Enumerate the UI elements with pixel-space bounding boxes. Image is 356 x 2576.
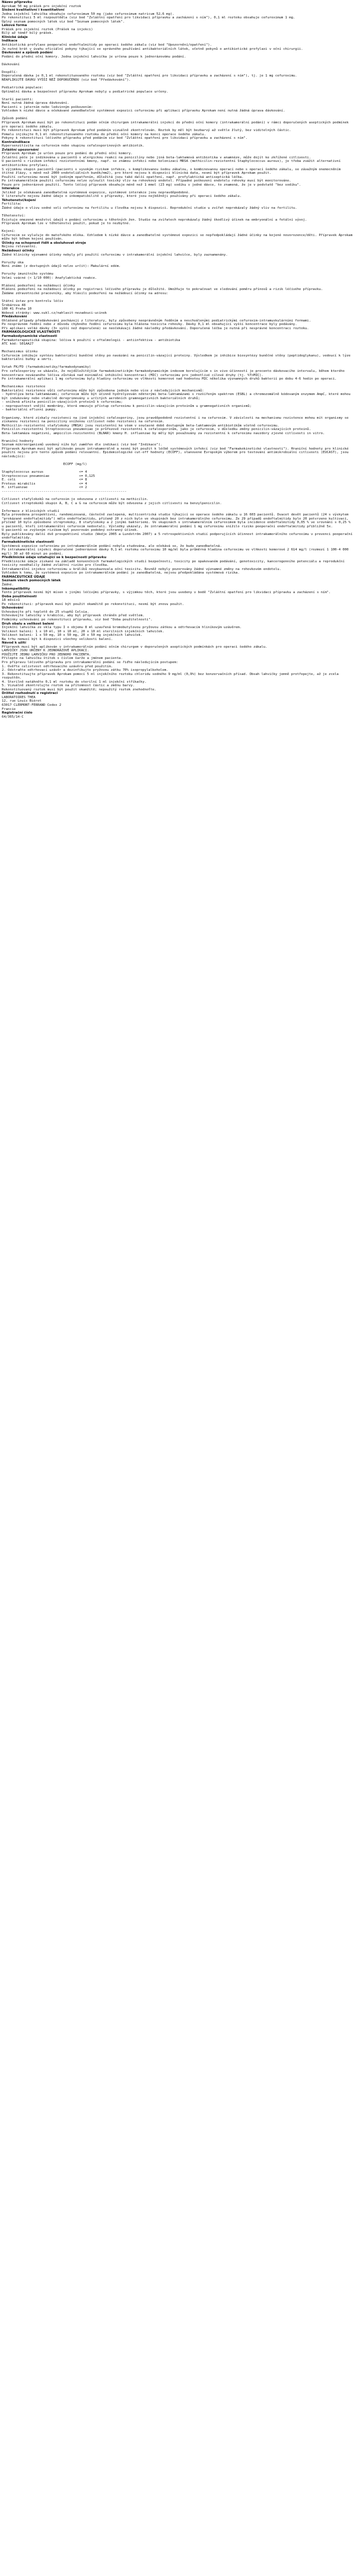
text-line: V literatuře nejsou žádné údaje o inkompatibilitě s přípravky, které jsou nejběžněji používány při operaci šedého zákalu. — [2, 195, 242, 199]
text-line: Hlášení podezření na nežádoucí účinky — [2, 284, 75, 288]
text-line: Systémová expozice cefuroximu po intrakamerálním podání nebyla studována, ale očekává se, že bude zanedbatelná. — [2, 544, 222, 548]
document-section — [2, 241, 354, 249]
text-line: Přípravek Aprokam je určen pouze pro podání do přední oční komory. — [2, 152, 133, 156]
text-line: Mechanismus účinku — [2, 350, 38, 354]
text-line: Těhotenství: — [2, 214, 26, 218]
section-heading: Inkompatibility — [2, 587, 30, 591]
text-line: Cefuroxim se vylučuje do mateřského mléka. Vzhledem k nízké dávce a zanedbatelné systémové expozici se nepředpokládají žádné účinky na kojené novorozence/děti. Přípravek Aprokam může být během kojení používán. — [2, 233, 355, 241]
section-heading: Zvláštní upozornění — [2, 148, 39, 152]
section-heading: FARMACEUTICKÉ ÚDAJE — [2, 575, 46, 579]
text-line: Po rekonstituci musí být přípravek Aprokam před podáním vizuálně zkontrolován. Roztok by měl být bezbarvý až světle žlutý, bez viditelných částic. — [2, 129, 291, 133]
document-section — [2, 8, 354, 24]
text-line: Ohlášené případy předávkování pocházejí z literatury, byly způsobeny neoprávněným ředěním a neschválenými pediatrickými cefuroxim-intramuskulárními formami. — [2, 319, 311, 323]
text-line: Dospělí: — [2, 70, 18, 74]
document-section — [2, 595, 354, 607]
section-heading: Držitel rozhodnutí o registraci — [2, 692, 58, 696]
section-heading: Doba použitelnosti — [2, 594, 37, 598]
text-line: Není nutná žádná úprava dávkování. — [2, 101, 69, 106]
text-line: Optimální dávka a bezpečnost přípravku Aprokam nebyly u pediatrické populace určeny. — [2, 90, 169, 94]
text-line: Informace z klinických studií — [2, 509, 59, 513]
document-section — [2, 579, 354, 587]
text-line: Vzhledem k tomu, že systémová expozice po intrakamerálním podání je zanedbatelná, nejsou předpokládána systémová rizika. — [2, 571, 240, 575]
text-line: Po intrakamerální injekci doporučené jednorázové dávky 0,1 ml roztoku cefuroximu 10 mg/ml byla průměrná hladina cefuroximu ve vlhkosti komorové 2 614 mg/l (rozmezí 1 100-4 000 mg/l) 30 až 60 minut po podání. — [2, 548, 351, 556]
text-line: 1. Ověřte celistvost odtrhovacího uzávěru před použitím. — [2, 664, 113, 668]
text-line: --------------------------------------------------------------- — [2, 489, 127, 493]
text-line: Přípravek Aprokam musí být aplikován pouze intrakamerálně a nesmí být použit k léčbě systémových infekcí (viz bod "Farmakokinetické vlastnosti"). Hraniční hodnoty pro klinické použití nejsou pro tento způsob podání relevantní. Epidemiologické cut-off hodnoty (ECOFF), stanovené Evropským výborem pro testování antimikrobiální citlivosti (EUCAST), jsou následující: — [2, 447, 351, 458]
text-line: 12, rue Louis Biérot — [2, 699, 42, 703]
document-section — [2, 622, 354, 642]
text-line: U pacientů se zvýšeným rizikem byl pozorován podobný ochranný účinek. — [2, 528, 139, 533]
text-line: Poruchy oka — [2, 260, 24, 265]
text-line: Podání do přední oční komory. Jedna injekční lahvička je určena pouze k jednorázovému podání. — [2, 55, 186, 59]
text-line: Žádné údaje o vlivu sodné soli cefuroximu na fertilitu u člověka nejsou k dispozici. Reprodukční studie u zvířat neprokázaly žádný vliv na fertilitu. — [2, 206, 297, 210]
text-line: Hlášení podezření na nežádoucí účinky po registraci léčivého přípravku je důležité. Umožňuje to pokračovat ve sledování poměru přínosů a rizik léčivého přípravku. — [2, 288, 323, 292]
section-heading: Nežádoucí účinky — [2, 249, 34, 253]
text-line: Předklinické údaje získané na základě konvenčních farmakologických studií bezpečnosti, toxicity po opakovaném podávání, genotoxicity, kancerogenního potenciálu a reprodukční toxicity neodhalily žádné zvláštní riziko pro člověka. — [2, 559, 347, 568]
section-heading: Léková forma — [2, 24, 27, 28]
section-heading: Předávkování — [2, 315, 27, 319]
text-line: Doporučená dávka je 0,1 ml rekonstituovaného roztoku (viz bod "Zvláštní opatření pro likvidaci přípravku a zacházení s ním"), tj. je 1 mg cefuroximu. — [2, 74, 297, 78]
text-line: Penicilin-rezistentní Streptococcus pneumoniae je průřezově rezistentní k cefalosporinům, jako je cefuroxim, v důsledku změny penicilin-vázajících proteinů. — [2, 428, 311, 432]
text-line: Šrobárova 48 — [2, 303, 26, 307]
document-section — [2, 202, 354, 241]
text-line: Velikost balení: 1 x 10 ml, 10 x 10 ml, 20 x 10 ml sterilních injekčních lahviček. — [2, 629, 164, 633]
text-line: POUŽIJTE JEDNU LAHVIČKU PRO JEDNOHO PACIENTA. — [2, 652, 91, 657]
text-line: Beta-laktamáza negativní, ampicilin-rezistentní (BLNAR) kmeny H. influenzae by měly být považovány za rezistentní k cefuroximu navzdory zjevné citlivosti in vitro. — [2, 431, 325, 435]
section-heading: Registrační číslo — [2, 711, 33, 715]
text-line: Farmakoterapeutická skupina: léčiva k použití v oftalmologii - antiinfektiva - antibiotika — [2, 338, 180, 342]
text-line: Bakteriální rezistence vůči cefuroximu může být způsobena jedním nebo více z následujících mechanismů: — [2, 389, 204, 393]
text-line: Prášek pro injekční roztok (Prášek na injekci) — [2, 27, 93, 31]
section-heading: Návod k užití — [2, 641, 26, 645]
text-line: Jelikož je očekávaná zanedbatelná systémová expozice, systémové interakce jsou nepravděpodobné. — [2, 190, 190, 195]
text-line: Přípravek Aprokam lze v těhotenství použít, pokud je to nezbytné. — [2, 222, 131, 226]
document-section — [2, 692, 354, 711]
text-line: Webové stránky: www.sukl.cz/nahlasit-nezadouci-ucinek — [2, 311, 107, 315]
text-line: Intrakamerální injekce cefuroximu u králíků nevykazovala oční toxicitu. Rovněž nebyly pozorovány žádné významné změny na rohovkovém endotelu. — [2, 567, 281, 571]
text-line: Tento přípravek nesmí být mísen s jinými léčivými přípravky, s výjimkou těch, které jsou uvedeny v bodě "Zvláštní opatření pro likvidaci přípravku a zacházení s ním". — [2, 591, 331, 595]
text-line: Je nutné brát v úvahu oficiální pokyny týkající se správného používání antibakteriálních látek, včetně pokynů o antibiotické profylaxi v oční chirurgii. — [2, 47, 303, 51]
text-line: Státní ústav pro kontrolu léčiv — [2, 300, 63, 304]
text-line: Podmínky uchovávání po rekonstituci přípravku, viz bod "Doba použitelnosti". — [2, 617, 152, 622]
text-line: Byla provedena prospektivní, randomizovaná, částečně zaslepená, multicentrická studie týkající se operace šedého zákalu u 16 603 pacientů. Dvacet devět pacientů (24 s výskytem "prokázané endoftalmitidy") mělo endoftalmitidu, přičemž 20 z nich bylo ve skupinách bez intrakamerálního cefuroximu. Ze 29 případů endoftalmitidy bylo 20 potvrzeno kultivací, přičemž 10 bylo způsobeno streptokoky, 8 stafylokoky a 2 jinými bakteriemi. Ve skupinách s intrakamerálním cefuroximem byla incidence endoftalmitidy 0,05 % ve srovnání s 0,25 % u pacientů, kteří intrakamerální cefuroxim nedostali. Výsledky ukázaly, že intrakamerální podání 1 mg cefuroximu snížilo riziko pooperační endoftalmitidy přibližně 5x. — [2, 513, 353, 528]
text-line: 2. Odstraňte odtrhovací uzávěr a dezinfikujte pryžovou zátku 70% isopropylalkoholem. — [2, 668, 169, 673]
text-line: Organismy, které získaly rezistenci na jiné injekční cefalosporiny, jsou pravděpodobně rezistentní i na cefuroxim. V závislosti na mechanismu rezistence mohou mít organismy se získanou rezistencí na peniciliny sníženou citlivost nebo rezistenci na cefuroxim. — [2, 416, 351, 424]
document-section — [2, 24, 354, 36]
text-line: Rekonstituovaný roztok musí být použit okamžitě; nepoužitý roztok znehodnoťte. — [2, 687, 157, 692]
text-line: Po nesprávném ředění nebo z důvodu chybného ředění cefuroximu byla hlášena toxicita rohovky. Dávky 0,1 ml obsahující vyšší koncentrace byly podávány. — [2, 323, 297, 327]
text-line: ECOFF (mg/l) — [2, 463, 87, 467]
text-line: LABORATOIRES THEA — [2, 695, 36, 699]
text-line: Hraniční hodnoty — [2, 439, 34, 443]
text-line: Pouze pro jednorázové použití. Tento léčivý přípravek obsahuje méně než 1 mmol (23 mg) sodíku v jedné dávce, to znamená, že je v podstatě "bez sodíku". — [2, 183, 301, 187]
text-line: Po intrakamerálním použití cefuroximu nelze vyloučit toxický vliv na rohovkový endotel. Případné poškození endotelu rohovky musí být monitorováno. — [2, 179, 291, 183]
text-line: E. coli <= 8 — [2, 478, 87, 482]
text-line: Velikost balení: 1 x 50 mg, 10 x 50 mg, 20 x 50 mg injekčních lahviček. — [2, 633, 143, 638]
document-section — [2, 641, 354, 692]
text-line: Při aplikaci velké dávky (3× vyšší než doporučená) se neočekávají žádné následky předávkování. Doporučená léčba je nutná při nesprávné koncentraci roztoku. — [2, 326, 309, 330]
text-line: Antibiotická profylaxe pooperační endoftalmitidy po operaci šedého zákalu (viz bod "Upozornění/opatření"). — [2, 43, 212, 47]
text-line: - snížená afinita penicilin-vázajících proteinů k cefuroximu; — [2, 400, 123, 405]
document-section — [2, 39, 354, 51]
text-line: Žádáme zdravotnické pracovníky, aby hlásili podezření na nežádoucí účinky na adresu: — [2, 292, 169, 296]
text-line: ATC kód: S01AA27 — [2, 342, 34, 346]
text-line: Pro přípravu léčivého přípravku pro intrakamerální podání se řiďte následujícím postupem: — [2, 660, 179, 664]
text-line: Žádné klinicky významné účinky nebyly při použití cefuroximu v intrakamerální injekční lahvičce, byly zaznamenány. — [2, 253, 228, 257]
document-section — [2, 315, 354, 330]
text-line: Francie — [2, 707, 16, 711]
text-line: 64/365/14-C — [2, 715, 24, 719]
section-heading: Seznam všech pomocných látek — [2, 579, 61, 583]
section-heading: Dávkování a způsob podání — [2, 51, 53, 55]
document-section — [2, 606, 354, 622]
section-heading: Složení kvalitativní i kvantitativní — [2, 8, 65, 12]
text-line: H. influenzae <= 2 — [2, 486, 87, 490]
document-section — [2, 249, 354, 315]
text-line: Přípravek Aprokam musí být po rekonstituci podán očním chirurgem intrakamerální injekcí do přední oční komory (intrakamerální podání) v rámci doporučených aseptických podmínek pro operaci šedého zákalu. — [2, 120, 351, 129]
text-line: Starší pacienti: — [2, 97, 34, 101]
text-line: Po rekonstituci: přípravek musí být použit okamžitě po rekonstituci, nesmí být znovu použit. — [2, 602, 185, 606]
document-section — [2, 1, 354, 8]
text-line: NEAPLIKUJTE DÁVKU VYŠŠÍ NEŽ DOPORUČENOU (viz bod "Předávkování"). — [2, 78, 131, 82]
document-section — [2, 556, 354, 575]
text-line: Citlivost streptokoků skupin A, B, C a G na cefuroxim může být odvozena z jejich citlivosti na benzylpenicilin. — [2, 501, 222, 505]
text-line: Pro cefalosporiny se ukázalo, že nejdůležitějším farmakokinetickým-farmakodynamickým indexem korelujícím s in vivo účinností je procento dávkovacího intervalu, během kterého koncentrace nevázaného léčiva zůstává nad minimální inhibiční koncentrací (MIC) cefuroximu pro jednotlivé cílové druhy (tj. %T>MIC). — [2, 369, 347, 377]
text-line: U pacientů s rizikem infekcí rezistentními kmeny, např. se známou infekcí nebo kolonizací MRSA (methicilin-rezistentní Staphylococcus aureus), je třeba zvážit alternativní antibiotickou profylaxi. — [2, 160, 343, 167]
text-line: Kojení: — [2, 230, 16, 234]
section-heading: Klinické údaje — [2, 35, 28, 39]
text-line: Vzhledem k nízké dávce a očekávané zanedbatelné systémové expozici cefuroximu při aplikaci přípravku Aprokam není nutná žádná úprava dávkování. — [2, 109, 285, 113]
section-heading: Předklinické údaje vztahující se k bezpečnosti přípravku — [2, 556, 107, 560]
document-section — [2, 187, 354, 199]
text-line: Přípravek musí být aplikován v intrakamerálním podání očním chirurgem v doporučených aseptických podmínkách pro operaci šedého zákalu. — [2, 645, 268, 649]
text-line: Žádné. — [2, 583, 14, 587]
text-line: Streptococcus pneumoniae <= 0,125 — [2, 474, 95, 478]
section-heading: Název přípravku — [2, 1, 33, 4]
text-line: Fertilita: — [2, 202, 22, 206]
text-line: Hypersenzitivita na cefuroxim nebo skupinu cefalosporinových antibiotik. — [2, 144, 145, 148]
text-line: Jedna injekční lahvička obsahuje cefuroximum 50 mg (jako cefuroximum natricum 52,6 mg). — [2, 12, 174, 16]
text-line: Není známo (z dostupných údajů nelze určit): Makulární edém. — [2, 265, 121, 269]
text-line: - bakteriální efluxní pumpy. — [2, 408, 58, 412]
text-line: Použití cefuroximu nesmí být jediným opatřením, důležitá jsou také další opatření, např. profylaktická antiseptická léčba. — [2, 175, 244, 179]
text-line: 100 41 Praha 10 — [2, 307, 32, 311]
text-line: 18 měsíců — [2, 598, 20, 603]
text-line: Seznam mikroorganismů uvedený níže byl zaměřen dle indikací (viz bod "Indikace"). — [2, 443, 163, 447]
text-line: Nejsou relevantní. — [2, 245, 38, 249]
drug-leaflet-document — [0, 0, 356, 720]
text-line: Pediatrická populace: — [2, 86, 44, 90]
text-line: Po rekonstituci 5 ml rozpouštědla (viz bod "Zvláštní opatření pro likvidaci přípravku a zacházení s ním"), 0,1 ml roztoku obsahuje cefuroximum 1 mg. — [2, 16, 295, 20]
document-section — [2, 587, 354, 595]
document-section — [2, 540, 354, 556]
text-line: Existuje omezené množství údajů o podání cefuroximu u těhotných žen. Studie na zvířatech neprokázaly žádný škodlivý účinek na embryonální a fetální vývoj. — [2, 218, 307, 222]
text-line: Dávkování — [2, 62, 20, 66]
document-section — [2, 141, 354, 148]
text-line: Zvláštní péče je indikována u pacientů s alergickou reakcí na penicilíny nebo jiná beta-laktamová antibiotika v anamnéze, může dojít ke zkřížené citlivosti. — [2, 155, 311, 160]
text-line: Cefuroxim inhibuje syntézu bakteriální buněčné stěny po navázání na penicilin-vázající proteiny. Výsledkem je inhibice biosyntézy buněčné stěny (peptidoglykanu), vedoucí k lýze bakteriální buňky a smrti. — [2, 354, 353, 362]
text-line: LAHVIČKY JSOU URČENY K JEDNORÁZOVÉ APLIKACI. — [2, 649, 89, 653]
text-line: Mechanismus rezistence — [2, 385, 46, 389]
text-line: Methicilin-rezistentní stafylokoky (MRSA) jsou rezistentní ke všem v současné době dostupným beta-laktamovým antibiotikům včetně cefuroximu. — [2, 424, 279, 428]
text-line: Vztah FK/FD (farmakokinetiky/farmakodynamiky) — [2, 365, 91, 370]
text-line: 63017 CLERMONT-FERRAND Cedex 2 — [2, 703, 62, 707]
text-line: Velmi vzácné (< 1/10 000): Anafylaktická reakce. — [2, 276, 97, 280]
document-section — [2, 711, 354, 719]
document-section — [2, 51, 354, 141]
text-line: 3. Rekonstituujte přípravek Aprokam pomocí 5 ml injekčního roztoku chloridu sodného 9 mg/ml (0,9%) bez konzervačních přísad. Obsah lahvičky jemně protřepejte, až je zcela rozpuštěn. — [2, 672, 341, 680]
text-line: Citlivost stafylokoků na cefuroxim je odvozena z citlivosti na methicilin. — [2, 498, 149, 501]
section-heading: Interakce — [2, 187, 20, 191]
section-heading: Těhotenství/kojení — [2, 198, 36, 202]
text-line: Byly publikovány další dvě prospektivní studie (Wedje 2005 a Lundström 2007) a 5 retrospektivních studií podporujících účinnost intrakamerálního cefuroximu v prevenci pooperační endoftalmitidy. — [2, 532, 355, 540]
text-line: Aprokam 50 mg prášek pro injekční roztok — [2, 4, 81, 8]
document-section — [2, 148, 354, 187]
text-line: S výjimkou skupin pacientů (pacienti s vysokým rizikem infekce, s komplikovanou šedou zákalou, s kombinovanou operací nebo s operací šedého zákalu, se závažným onemocněním štítné žlázy, s méně než 2000 endoteliálních buněk/mm2), pro které nejsou k dispozici klinická data, nesmí být přípravek Aprokam použit. — [2, 167, 343, 176]
text-line: Proteus mirabilis <= 4 — [2, 482, 87, 486]
text-line: Způsob podání — [2, 117, 28, 121]
text-line: - hydrolýza beta-laktamázami; cefuroxim může být účinně hydrolyzován některými beta-laktamázami s rozšířeným spektrem (ESBL) a chromozomálně kódovaným enzymem AmpC, které mohou být indukovány nebo stabilně dereprimovány u určitých aerobních gramnegativních bakteriálních druhů; — [2, 393, 353, 400]
document-section — [2, 335, 354, 540]
text-line: Pomalu injikujte 0,1 ml rekonstituovaného roztoku do přední oční komory na konci operace šedého zákalu. — [2, 132, 206, 136]
section-heading: Farmakodynamické vlastnosti — [2, 335, 58, 339]
text-line: 5. Vizuálně zkontrolujte roztok na přítomnost částic a změnu barvy. — [2, 684, 135, 688]
section-heading: Kontraindikace — [2, 140, 30, 144]
section-heading: Uchovávání — [2, 606, 24, 610]
section-heading: Druh obalu a velikost balení — [2, 622, 54, 626]
text-line: Poruchy imunitního systému — [2, 272, 53, 276]
text-line: Staphylococcus aureus <= 4 — [2, 470, 87, 475]
text-line: 4. Sterilně natáhněte 0,1 ml roztoku do sterilní 1 ml injekční stříkačky. — [2, 680, 147, 684]
text-line: Na trhu nemusí být k dispozici všechny velikosti balení. — [2, 637, 113, 641]
text-line: Pacienti s jaterním nebo ledvinným poškozením: — [2, 105, 93, 109]
text-line: - nepropustnost vnější membrány, která omezuje přístup cefuroximu k penicilin-vázajícím proteinům u gramnegativních organismů; — [2, 404, 252, 408]
text-line: Uchovávejte lahvičky v krabičce, aby byl přípravek chráněn před světlem. — [2, 614, 145, 618]
text-line: Injekční lahvička ze skla typu I o objemu 8 ml uzavřená bromobutylovou pryžovou zátkou a odtrhovacím hliníkovým uzávěrem. — [2, 626, 242, 630]
text-line: Přilepte na lahvičku štítek s číslem šarže a jménem pacienta. — [2, 657, 123, 661]
text-line: Bílý až téměř bílý prášek. — [2, 31, 53, 36]
section-heading: Farmakokinetické vlastnosti — [2, 540, 55, 545]
section-heading: Účinky na schopnost řídit a obsluhovat stroje — [2, 241, 87, 245]
section-heading: FARMAKOLOGICKÉ VLASTNOSTI — [2, 330, 61, 335]
text-line: Pokyny k rekonstituci léčivého přípravku před podáním viz bod "Zvláštní opatření pro likvidaci přípravku a zacházení s ním". — [2, 136, 248, 141]
section-heading: Indikace — [2, 39, 18, 43]
text-line: Uchovávejte při teplotě do 25 stupňů Celsia. — [2, 610, 89, 614]
text-line: Úplný seznam pomocných látek viz bod "Seznam pomocných látek". — [2, 20, 125, 24]
text-line: Po intrakamerální aplikaci 1 mg cefuroximu byly hladiny cefuroximu ve vlhkosti komorové nad hodnotou MIC několika významných druhů bakterií po dobu 4-6 hodin po operaci. — [2, 377, 337, 381]
